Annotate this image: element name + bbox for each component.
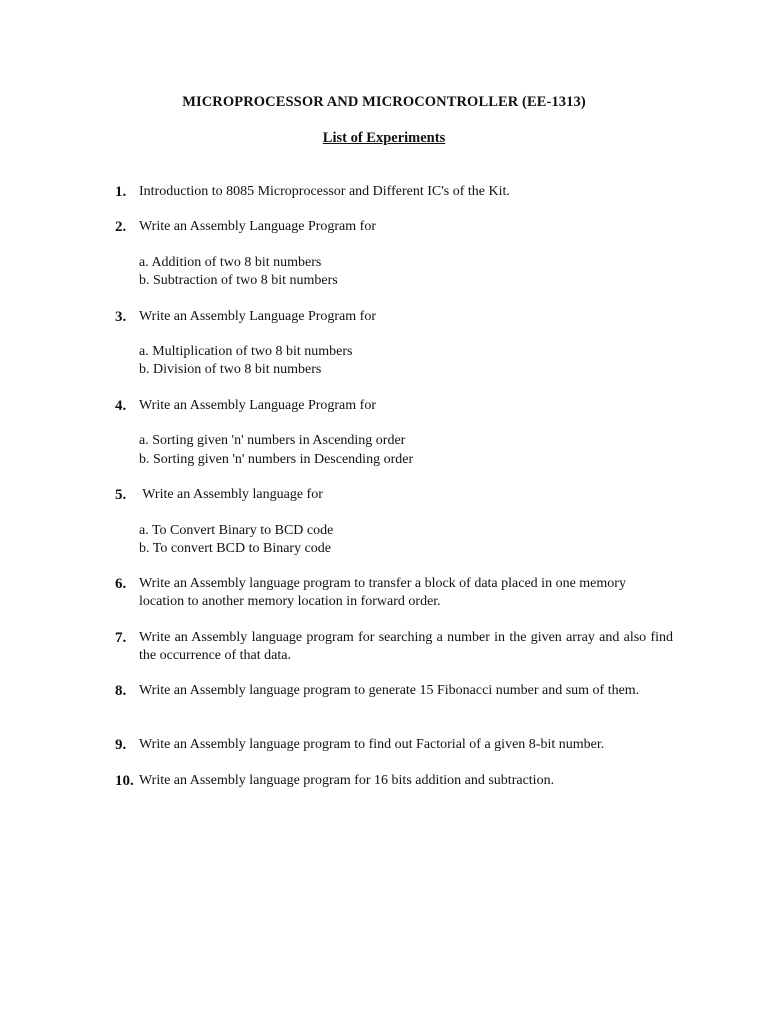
experiment-text: Write an Assembly Language Program for — [139, 219, 376, 234]
experiment-number: 1. — [115, 184, 127, 200]
experiment-text: Introduction to 8085 Microprocessor and Different IC's of the Kit. — [139, 184, 510, 199]
experiment-subitem: b. To convert BCD to Binary code — [139, 541, 332, 556]
experiment-number: 5. — [115, 487, 127, 503]
experiment-subitem: a. Addition of two 8 bit numbers — [139, 255, 322, 270]
experiment-subitem: a. Multiplication of two 8 bit numbers — [139, 344, 353, 359]
document-title: MICROPROCESSOR AND MICROCONTROLLER (EE-1313) — [182, 94, 586, 110]
experiment-text: Write an Assembly language program for 16 bits addition and subtraction. — [139, 773, 555, 788]
experiment-text: Write an Assembly Language Program for — [139, 309, 376, 324]
experiment-subitem: b. Subtraction of two 8 bit numbers — [139, 273, 338, 288]
experiment-text: Write an Assembly language for — [139, 487, 323, 502]
experiment-number: 8. — [115, 683, 127, 699]
experiment-subitem: a. To Convert Binary to BCD code — [139, 523, 334, 538]
experiment-number: 9. — [115, 737, 127, 753]
experiment-text: Write an Assembly language program to find out Factorial of a given 8-bit number. — [139, 737, 605, 752]
experiment-number: 3. — [115, 309, 127, 325]
experiment-subitem: b. Sorting given 'n' numbers in Descending order — [139, 452, 414, 467]
experiment-text: Write an Assembly language program to transfer a block of data placed in one memory location to another memory location in forward order. — [139, 576, 626, 609]
experiment-number: 7. — [115, 630, 127, 646]
experiment-number: 6. — [115, 576, 127, 592]
experiment-subitem: a. Sorting given 'n' numbers in Ascending order — [139, 433, 406, 448]
experiment-text: Write an Assembly Language Program for — [139, 398, 376, 413]
experiment-text: Write an Assembly language program for searching a number in the given array and also find the occurrence of that data. — [139, 630, 673, 663]
experiment-number: 2. — [115, 219, 127, 235]
experiment-number: 10. — [115, 773, 134, 789]
experiment-number: 4. — [115, 398, 127, 414]
experiment-text: Write an Assembly language program to generate 15 Fibonacci number and sum of them. — [139, 683, 640, 698]
experiment-subitem: b. Division of two 8 bit numbers — [139, 362, 322, 377]
document-subtitle: List of Experiments — [322, 130, 446, 146]
